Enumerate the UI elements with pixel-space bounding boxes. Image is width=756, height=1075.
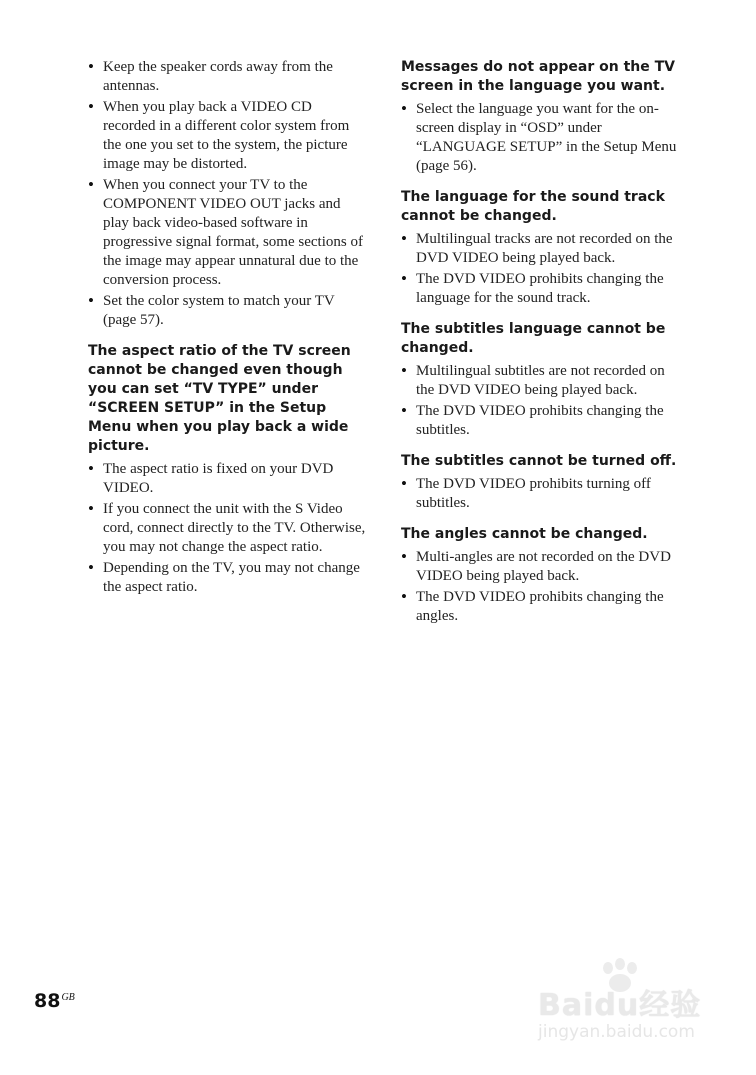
section-angles xyxy=(401,525,686,626)
list-item: • Multi-angles are not recorded on the DVD VIDEO being played back. xyxy=(401,548,686,586)
list-item: • Keep the speaker cords away from the antennas. xyxy=(88,58,368,96)
section-subtitles-language xyxy=(401,320,686,440)
list-item: • When you play back a VIDEO CD recorded in a different color system from the one you set to the system, the picture image may be distorted. xyxy=(88,98,368,174)
list-item: • Depending on the TV, you may not change the aspect ratio. xyxy=(88,559,368,597)
watermark xyxy=(530,958,720,1058)
watermark-url: jingyan.baidu.com xyxy=(538,1022,695,1042)
list-item: • Select the language you want for the on-screen display in “OSD” under “LANGUAGE SETUP” in the Setup Menu (page 56). xyxy=(401,100,686,176)
section-heading: Messages do not appear on the TV screen in the language you want. xyxy=(401,59,676,94)
left-column xyxy=(88,58,368,609)
page-number xyxy=(34,990,75,1012)
section-sound-track xyxy=(401,188,686,308)
section-heading: The aspect ratio of the TV screen cannot be changed even though you can set “TV TYPE” under “SCREEN SETUP” in the Setup Menu when you play back a wide picture. xyxy=(88,343,351,454)
intro-bullet-list xyxy=(88,58,368,330)
list-item: • The DVD VIDEO prohibits changing the angles. xyxy=(401,588,686,626)
bullet-list xyxy=(401,548,686,626)
list-item: • Multilingual subtitles are not recorded on the DVD VIDEO being played back. xyxy=(401,362,686,400)
section-subtitles-off xyxy=(401,452,686,513)
list-item: • The DVD VIDEO prohibits changing the subtitles. xyxy=(401,402,686,440)
list-item: • When you connect your TV to the COMPONENT VIDEO OUT jacks and play back video-based software in progressive signal format, some sections of the image may appear unnatural due to the conversion process. xyxy=(88,176,368,290)
section-heading: The subtitles language cannot be changed. xyxy=(401,321,666,356)
page-number-suffix: GB xyxy=(61,991,75,1003)
section-osd-language xyxy=(401,58,686,176)
page-number-value: 88 xyxy=(34,990,61,1012)
list-item: • If you connect the unit with the S Video cord, connect directly to the TV. Otherwise, you may not change the aspect ratio. xyxy=(88,500,368,557)
bullet-list xyxy=(401,100,686,176)
bullet-list xyxy=(88,460,368,597)
bullet-list xyxy=(401,362,686,440)
section-heading: The angles cannot be changed. xyxy=(401,526,648,542)
bullet-list xyxy=(401,230,686,308)
section-aspect-ratio xyxy=(88,342,368,597)
list-item: • Set the color system to match your TV (page 57). xyxy=(88,292,368,330)
section-heading: The language for the sound track cannot be changed. xyxy=(401,189,665,224)
watermark-brand: Baidu经验 xyxy=(538,988,702,1023)
section-heading: The subtitles cannot be turned off. xyxy=(401,453,677,469)
bullet-list xyxy=(401,475,686,513)
list-item: • The aspect ratio is fixed on your DVD VIDEO. xyxy=(88,460,368,498)
right-column xyxy=(401,58,686,638)
list-item: • The DVD VIDEO prohibits changing the language for the sound track. xyxy=(401,270,686,308)
list-item: • Multilingual tracks are not recorded on the DVD VIDEO being played back. xyxy=(401,230,686,268)
list-item: • The DVD VIDEO prohibits turning off subtitles. xyxy=(401,475,686,513)
